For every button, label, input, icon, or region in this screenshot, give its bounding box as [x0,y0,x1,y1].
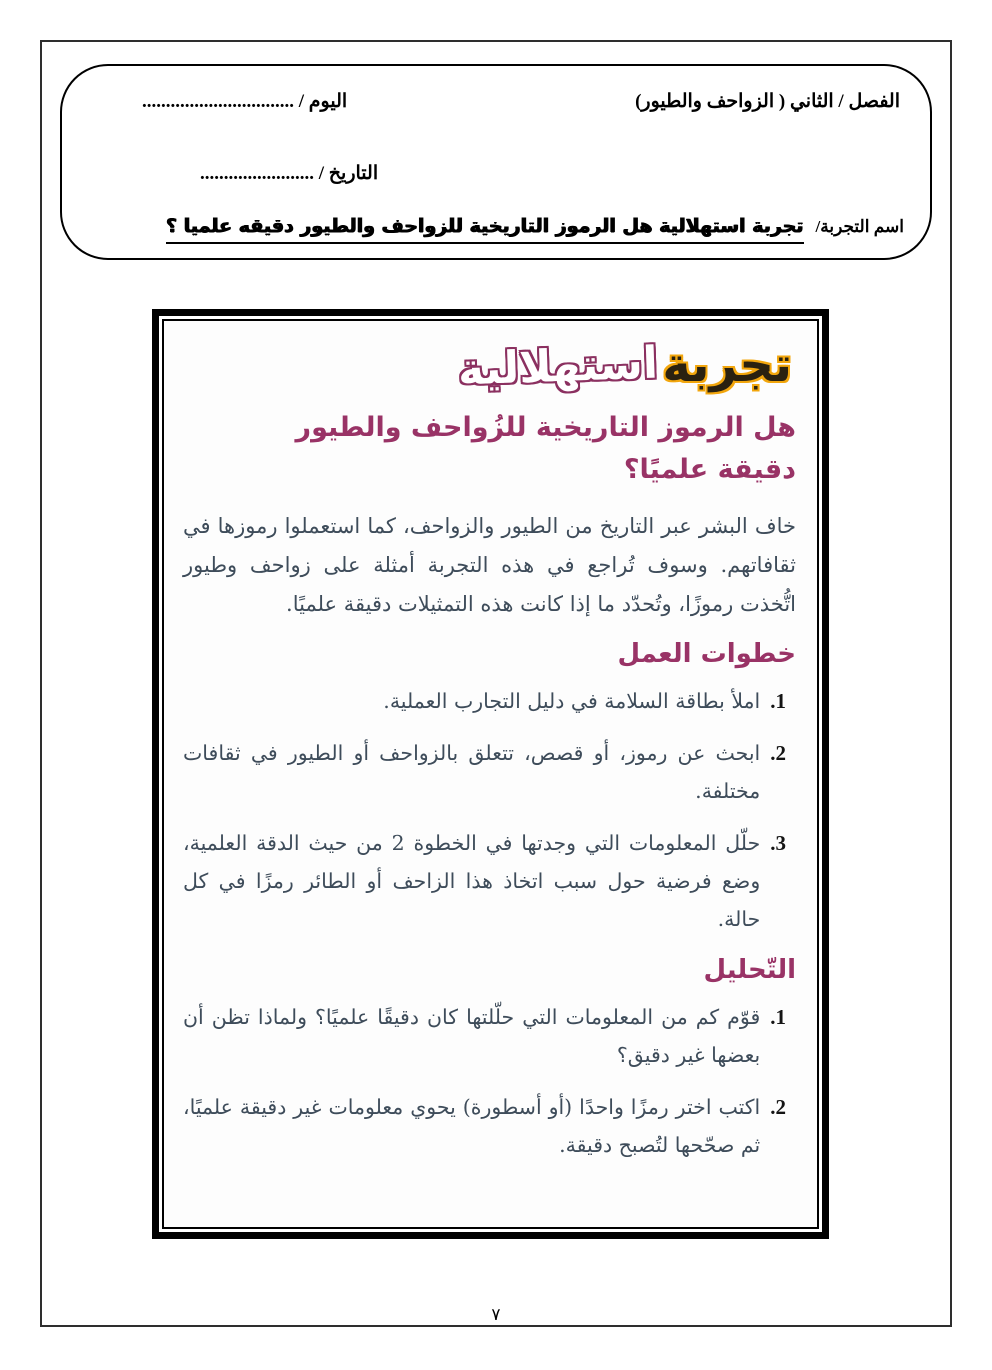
item-number: 1. [770,689,786,714]
item-number: 2. [770,1094,786,1119]
analysis-item-1 [183,999,796,1075]
experiment-name-value: تجربة استهلالية هل الرموز التاريخية للزواحف والطيور دقيقه علميا ؟ [166,215,803,244]
banner-word-istihlaliya: استهلالية [457,337,660,396]
analysis-heading: التّحليل [703,954,796,985]
experiment-name-label: اسم التجربة/ [815,217,904,236]
experiment-name-row [166,215,904,244]
experiment-card [152,309,829,1239]
date-blank-field: التاريخ / ........................ [200,163,379,184]
day-blank-field: اليوم / ................................ [142,91,348,112]
chapter-label: الفصل / الثاني ( الزواحف والطيور) [635,91,900,112]
step-item-2 [183,735,796,811]
step-item-3 [183,825,796,939]
item-number: 3. [770,831,786,856]
step-text: حلّل المعلومات التي وجدتها في الخطوة 2 من حيث الدقة العلمية، وضع فرضية حول سبب اتخاذ هذا الزاحف أو الطائر رمزًا في كل حالة. [183,831,761,932]
steps-heading: خطوات العمل [617,639,796,670]
steps-list [183,683,796,939]
step-text: ابحث عن رموز، أو قصص، تتعلق بالزواحف أو الطيور في ثقافات مختلفة. [183,741,761,804]
step-item-1 [183,683,796,721]
page-number: ٧ [491,1305,501,1326]
question-title-line2: دقيقة علميًا؟ [623,454,796,486]
analysis-text: قوّم كم من المعلومات التي حلّلتها كان دقيقًا علميًا؟ ولماذا تظن أن بعضها غير دقيق؟ [183,1004,761,1067]
banner-word-tajriba: تجربة [662,337,792,393]
intro-paragraph: خاف البشر عبر التاريخ من الطيور والزواحف، كما استعملوا رموزها في ثقافاتهم. وسوف تُراجع في هذه التجربة أمثلة على زواحف وطيور اتُّخذت رموزًا، وتُحدّد ما إذا كانت هذه التمثيلات دقيقة علميًا. [183,513,796,616]
step-text: املأ بطاقة السلامة في دليل التجارب العملية. [383,689,761,714]
question-title [183,407,796,491]
analysis-list [183,999,796,1165]
question-title-line1: هل الرموز التاريخية للزُواحف والطيور [295,412,796,444]
header-box [60,64,932,260]
item-number: 1. [770,1004,786,1029]
analysis-item-2 [183,1089,796,1165]
experiment-banner [183,337,796,396]
page-frame [40,40,952,1327]
item-number: 2. [770,741,786,766]
analysis-text: اكتب اختر رمزًا واحدًا (أو أسطورة) يحوي معلومات غير دقيقة علميًا، ثم صحّحها لتُصبح دقيقة. [183,1094,761,1157]
